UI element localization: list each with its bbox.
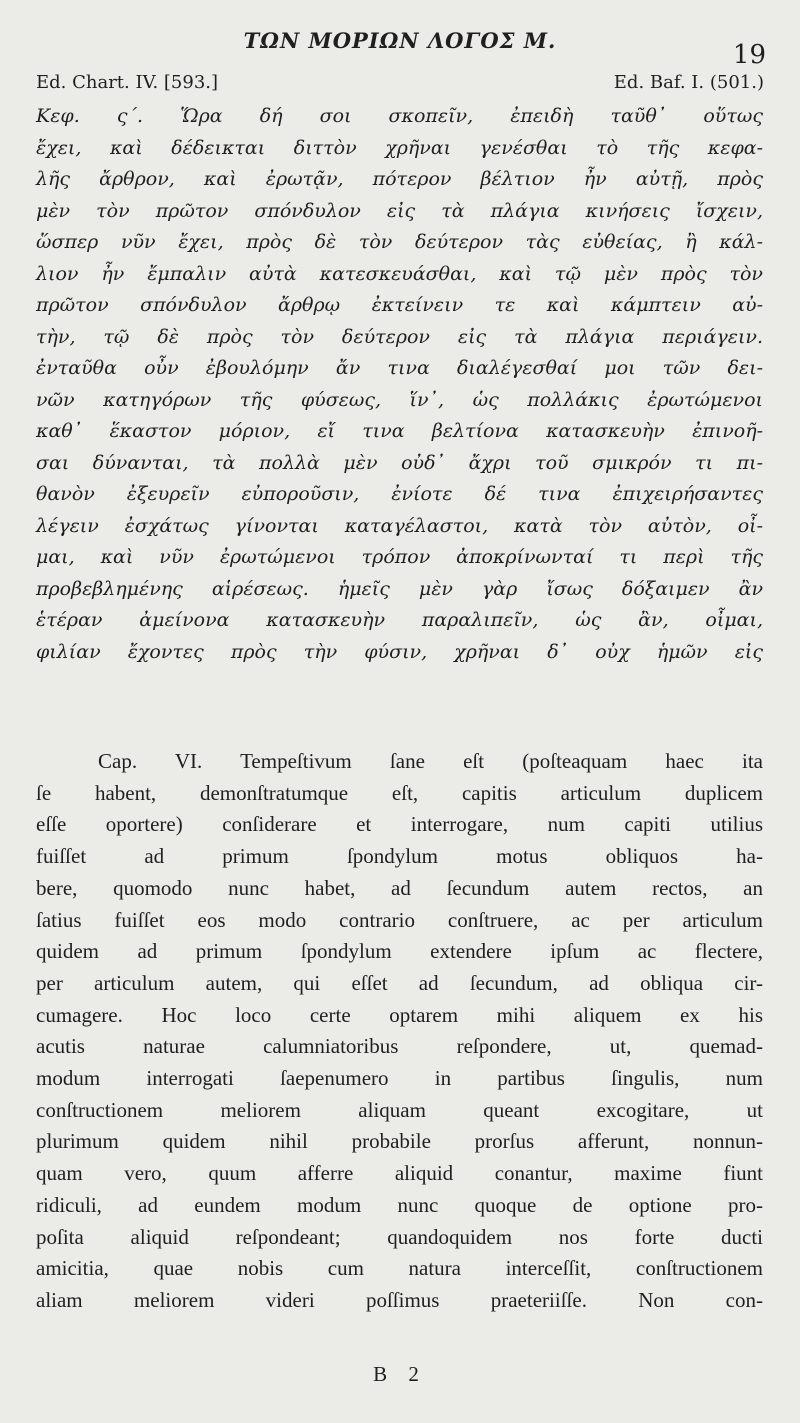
latin-line: per articulum autem, qui eſſet ad ſecundum, ad obliqua cir-: [36, 970, 763, 995]
greek-text-block: [36, 101, 763, 668]
edition-reference-right: Ed. Baf. I. (501.): [613, 72, 764, 93]
greek-line: σαι δύνανται, τὰ πολλὰ μὲν οὐδ᾽ ἄχρι τοῦ σμικρόν τι πι-: [36, 451, 763, 474]
latin-text-block: [36, 746, 763, 1317]
latin-line: quidem ad primum ſpondylum extendere ipſum ac flectere,: [36, 939, 763, 964]
latin-line: cumagere. Hoc loco certe optarem mihi aliquem ex his: [36, 1002, 763, 1027]
greek-line: καθ᾽ ἕκαστον μόριον, εἴ τινα βελτίονα κατασκευὴν ἐπινοῆ-: [36, 420, 763, 442]
greek-line: λέγειν ἐσχάτως γίνονται καταγέλαστοι, κατὰ τὸν αὐτὸν, οἶ-: [36, 514, 763, 537]
greek-line: θανὸν ἐξευρεῖν εὐποροῦσιν, ἐνίοτε δέ τινα ἐπιχειρήσαντες: [36, 483, 763, 505]
latin-line: eſſe oportere) conſiderare et interrogare, num capiti utilius: [36, 812, 763, 837]
greek-line: μὲν τὸν πρῶτον σπόνδυλον εἰς τὰ πλάγια κινήσεις ἴσχειν,: [36, 199, 763, 222]
greek-line: προβεβλημένης αἱρέσεως. ἡμεῖς μὲν γὰρ ἴσως δόξαιμεν ἂν: [36, 577, 763, 600]
latin-line: conſtructionem meliorem aliquam queant excogitare, ut: [36, 1097, 763, 1122]
latin-line: modum interrogati ſaepenumero in partibus ſingulis, num: [36, 1066, 763, 1091]
signature-mark: B 2: [373, 1362, 427, 1386]
greek-line: ὥσπερ νῦν ἔχει, πρὸς δὲ τὸν δεύτερον τὰς εὐθείας, ἢ κάλ-: [36, 231, 763, 253]
edition-reference-line: [36, 72, 764, 93]
page-number: 19: [732, 40, 766, 70]
latin-line: fuiſſet ad primum ſpondylum motus obliquos ha-: [36, 844, 763, 869]
latin-line: aliam meliorem videri poſſimus praeteriiſſe. Non con-: [36, 1287, 763, 1312]
edition-reference-left: Ed. Chart. IV. [593.]: [36, 72, 219, 93]
greek-line: Κεφ. ς΄. Ὥρα δή σοι σκοπεῖν, ἐπειδὴ ταῦθ᾽ οὕτως: [36, 105, 763, 127]
latin-line: amicitia, quae nobis cum natura interceſſit, conſtructionem: [36, 1256, 763, 1281]
latin-line: quam vero, quum afferre aliquid conantur, maxime fiunt: [36, 1161, 763, 1186]
greek-line: ἑτέραν ἀμείνονα κατασκευὴν παραλιπεῖν, ὡς ἂν, οἶμαι,: [36, 609, 763, 631]
latin-line: acutis naturae calumniatoribus reſpondere, ut, quemad-: [36, 1034, 763, 1059]
greek-line: ἔχει, καὶ δέδεικται διττὸν χρῆναι γενέσθαι τὸ τῆς κεφα-: [36, 136, 763, 159]
latin-line: plurimum quidem nihil probabile prorſus afferunt, nonnun-: [36, 1129, 763, 1154]
greek-line: φιλίαν ἔχοντες πρὸς τὴν φύσιν, χρῆναι δ᾽ οὐχ ἡμῶν εἰς: [36, 640, 763, 663]
greek-line: λῆς ἄρθρον, καὶ ἐρωτᾷν, πότερον βέλτιον ἦν αὐτῇ, πρὸς: [36, 168, 763, 190]
running-head: ΤΩΝ ΜΟΡΙΩΝ ΛΟΓΟΣ Μ.: [243, 28, 557, 53]
greek-line: πρῶτον σπόνδυλον ἄρθρῳ ἐκτείνειν τε καὶ κάμπτειν αὐ-: [36, 294, 763, 316]
greek-line: λιον ἦν ἔμπαλιν αὐτὰ κατεσκευάσθαι, καὶ τῷ μὲν πρὸς τὸν: [36, 262, 763, 285]
latin-line: ſatius fuiſſet eos modo contrario conſtruere, ac per articulum: [36, 907, 763, 932]
latin-line: poſita aliquid reſpondeant; quandoquidem nos forte ducti: [36, 1224, 763, 1249]
latin-line: Cap. VI. Tempeſtivum ſane eſt (poſteaquam haec ita: [98, 749, 763, 773]
greek-line: τὴν, τῷ δὲ πρὸς τὸν δεύτερον εἰς τὰ πλάγια περιάγειν.: [36, 325, 763, 348]
greek-line: νῶν κατηγόρων τῆς φύσεως, ἵν᾽, ὡς πολλάκις ἐρωτώμενοι: [36, 388, 763, 411]
latin-line: ſe habent, demonſtratumque eſt, capitis articulum duplicem: [36, 780, 763, 805]
latin-line: ridiculi, ad eundem modum nunc quoque de optione pro-: [36, 1192, 763, 1217]
greek-line: μαι, καὶ νῦν ἐρωτώμενοι τρόπον ἀποκρίνωνταί τι περὶ τῆς: [36, 546, 763, 568]
greek-line: ἐνταῦθα οὖν ἐβουλόμην ἄν τινα διαλέγεσθαί μοι τῶν δει-: [36, 357, 763, 379]
latin-line: bere, quomodo nunc habet, ad ſecundum autem rectos, an: [36, 875, 763, 900]
